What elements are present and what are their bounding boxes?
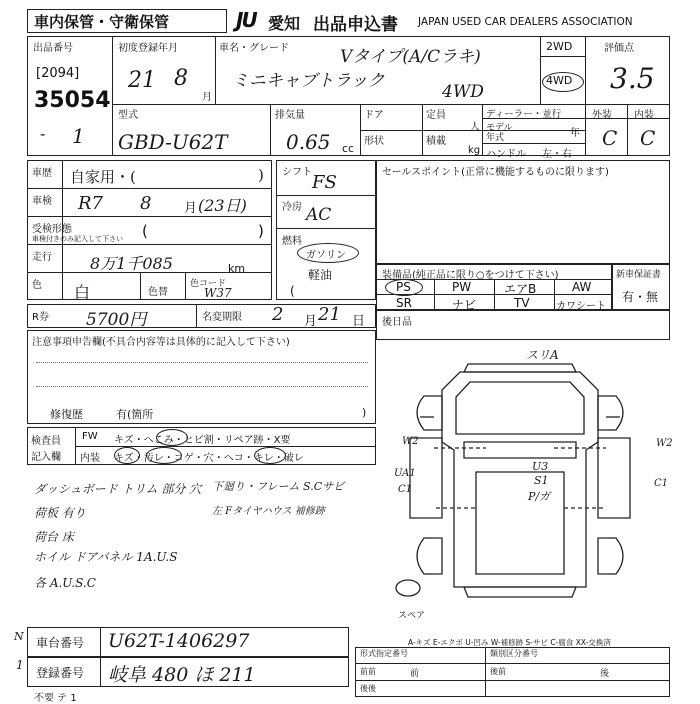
history-close: )	[258, 166, 264, 184]
shaken-month-label: 月	[184, 201, 198, 216]
name-change-label: 名変期限	[202, 312, 242, 323]
ac-value: AC	[306, 205, 332, 225]
margin-n: N	[14, 630, 24, 643]
drive-4wd: 4WD	[546, 74, 573, 87]
rating-label: 評価点	[604, 43, 634, 54]
model-year-unit: 年	[570, 128, 580, 139]
diagram-left-w2: W2	[402, 436, 419, 447]
receipt-note: 車検付きのみ記入して下さい	[32, 235, 123, 243]
model-year-sub: 年式	[486, 133, 505, 143]
lot-sub-mark: 1	[72, 124, 85, 148]
dirt-circle	[146, 447, 182, 464]
model-value: GBD-U62T	[118, 130, 228, 154]
shaken-era: R7	[78, 193, 104, 214]
dealer-label: ディーラー・並行	[486, 109, 562, 120]
equipment-label: 装備品(純正品に限り○をつけて下さい)	[382, 270, 559, 281]
recycle-value: 5700円	[86, 310, 147, 330]
displacement-label: 排気量	[275, 110, 305, 121]
entry-label: 記入欄	[31, 452, 61, 463]
equipment-airbag: エアB	[504, 282, 537, 296]
handle-label: ハンドル	[486, 149, 526, 160]
org-name: 愛知	[268, 14, 301, 33]
diagram-left-c1: C1	[398, 484, 413, 495]
receipt-close: )	[258, 222, 264, 240]
chassis-label: 車台番号	[36, 636, 85, 650]
car-name-label: 車名・グレード	[219, 43, 289, 54]
shaken-label: 車検	[32, 196, 52, 207]
shaken-year: 8	[140, 193, 152, 214]
rating-value: 3.5	[610, 62, 655, 95]
warranty-value: 有・無	[622, 290, 659, 304]
handle-value: 左・右	[542, 149, 572, 160]
lot-number: 35054	[34, 88, 111, 113]
load-unit: kg	[468, 145, 481, 156]
equipment-tv: TV	[514, 296, 530, 310]
drive-2wd: 2WD	[546, 40, 573, 53]
interior-grade: C	[640, 126, 656, 150]
load-label: 積載	[426, 136, 446, 147]
category-label: 類別区分番号	[490, 649, 538, 658]
handnote-all: 各 A.U.S.C	[34, 576, 96, 590]
diagram-right-w2: W2	[656, 438, 673, 449]
association-name: JAPAN USED CAR DEALERS ASSOCIATION	[418, 16, 633, 28]
equipment-navi: ナビ	[452, 298, 477, 312]
handnote-dashboard: ダッシュボード トリム 部分 穴	[34, 482, 202, 496]
rear-items-box	[376, 310, 670, 340]
inspector-row2: キズ・汚レ・コゲ・穴・ヘコ・キレ・破レ	[114, 453, 304, 464]
history-label: 車歴	[32, 168, 52, 179]
notes-label: 注意事項申告欄(不具合内容等は具体的に記入して下さい)	[32, 337, 290, 348]
color-label: 色	[32, 280, 42, 291]
exterior-label: 外装	[592, 110, 612, 121]
diagram-right-c1: C1	[654, 478, 669, 489]
handnote-tire-house: 左 Fタイヤハウス 補修跡	[212, 506, 325, 517]
model-year-label: モデル	[486, 123, 513, 133]
capacity-label: 定員	[426, 110, 446, 121]
registration-month: 8	[174, 66, 188, 91]
color-code-label: 色コード	[190, 279, 227, 289]
front-row-label: 前前	[360, 667, 376, 676]
fuel-gasoline: ガソリン	[306, 250, 346, 261]
registration-year: 21	[128, 68, 156, 93]
damage-diagram	[380, 342, 670, 610]
margin-1: 1	[16, 658, 24, 672]
inspector-row1: キズ・へこみ・ヒビ割・リペア跡・X要	[114, 435, 291, 446]
interior-label: 内装	[634, 110, 654, 121]
name-change-day-unit: 日	[352, 314, 366, 329]
color-tint-label: 色替	[148, 287, 168, 298]
equipment-aw: AW	[572, 280, 592, 294]
plate-label: 登録番号	[36, 666, 85, 680]
displacement-unit: cc	[342, 142, 355, 155]
repair-value: 有(箇所	[116, 408, 154, 421]
lot-bracket-number: [2094]	[36, 66, 80, 81]
lot-sub-dash: -	[40, 124, 46, 143]
mileage-label: 走行	[32, 252, 52, 263]
designation-label: 形式指定番号	[360, 649, 408, 658]
plate-value: 岐阜 480 ほ 211	[108, 664, 256, 686]
equipment-pw: PW	[452, 280, 472, 294]
ac-label: 冷房	[282, 202, 302, 213]
handnote-wheel-door: ホイル ドアパネル 1A.U.S	[34, 550, 178, 564]
mileage-unit: km	[228, 262, 246, 275]
form-title: 出品申込書	[313, 15, 398, 35]
capacity-unit: 人	[470, 122, 480, 133]
name-change-month: 2	[272, 304, 284, 325]
lot-number-label: 出品番号	[33, 43, 73, 54]
color-value: 白	[74, 283, 91, 302]
ju-logo: JU	[236, 8, 256, 32]
rear-row-label-2: 後後	[360, 684, 376, 693]
handnote-deck-floor: 荷台 床	[34, 530, 74, 544]
model-label: 型式	[118, 110, 138, 121]
repair-label: 修復歴	[50, 408, 83, 421]
rear-row-label-1: 後前	[490, 667, 506, 676]
damage-legend: A-キズ E-エクボ U-凹み W-補修跡 S-サビ C-腐食 XX-交換済	[408, 638, 611, 647]
rear-items-label: 後日品	[382, 317, 412, 328]
registration-label: 初度登録年月	[118, 43, 178, 54]
equipment-seat: カワシート	[556, 301, 606, 312]
shaken-day: (23日)	[198, 196, 247, 215]
front-row-value: 前	[410, 669, 420, 679]
receipt-open: (	[142, 222, 148, 240]
name-change-day: 21	[318, 304, 341, 325]
shape-label: 形状	[364, 136, 384, 147]
equipment-sr: SR	[396, 296, 412, 310]
rear-row-value: 後	[600, 669, 610, 679]
color-code: W37	[204, 286, 232, 300]
chassis-value: U62T-1406297	[108, 630, 250, 652]
footer-text: 不要 テ 1	[34, 693, 77, 704]
stain-circle	[114, 447, 140, 464]
fuel-diesel: 軽油	[308, 268, 333, 282]
receipt-label: 受検形態	[32, 224, 72, 235]
storage-label: 車内保管・守衛保管	[34, 13, 170, 31]
mileage-value: 8万1千085	[90, 254, 173, 273]
warranty-label: 新車保証書	[616, 270, 662, 280]
fuel-other: (	[290, 284, 295, 298]
diagram-center-s1: S1	[534, 474, 549, 487]
name-change-month-unit: 月	[304, 314, 318, 329]
handnote-underbody: 下廻り・フレーム S.Cサビ	[212, 480, 345, 493]
diagram-top-label: スリA	[526, 348, 559, 362]
diagram-center-u3: U3	[532, 460, 549, 473]
inspector-interior-label: 内装	[80, 453, 100, 464]
dent-circle	[156, 429, 188, 446]
exterior-grade: C	[602, 126, 618, 150]
shift-value: FS	[312, 172, 337, 193]
recycle-label: R券	[32, 312, 49, 323]
handnote-bed: 荷板 有り	[34, 506, 86, 520]
registration-month-unit: 月	[202, 92, 212, 103]
car-name: ミニキャブトラック	[232, 71, 385, 91]
door-label: ドア	[364, 110, 384, 121]
sales-point-label: セールスポイント(正常に機能するものに限ります)	[382, 167, 609, 178]
inspector-label: 検査員	[31, 436, 61, 447]
diagram-spare-label: スペア	[398, 611, 426, 621]
car-grade: Vタイプ(A/Cラキ)	[340, 47, 481, 67]
hole-circle	[254, 447, 286, 464]
diagram-left-ua: UA1	[394, 468, 416, 479]
inspector-fw: FW	[82, 431, 98, 442]
car-drive: 4WD	[442, 82, 484, 102]
displacement-value: 0.65	[286, 130, 331, 154]
diagram-center-pga: P/ガ	[528, 490, 551, 503]
shift-label: シフト	[282, 167, 312, 178]
equipment-ps: PS	[396, 280, 411, 294]
repair-close: )	[362, 406, 367, 419]
history-value: 自家用・(	[70, 168, 136, 186]
fuel-label: 燃料	[282, 236, 302, 247]
